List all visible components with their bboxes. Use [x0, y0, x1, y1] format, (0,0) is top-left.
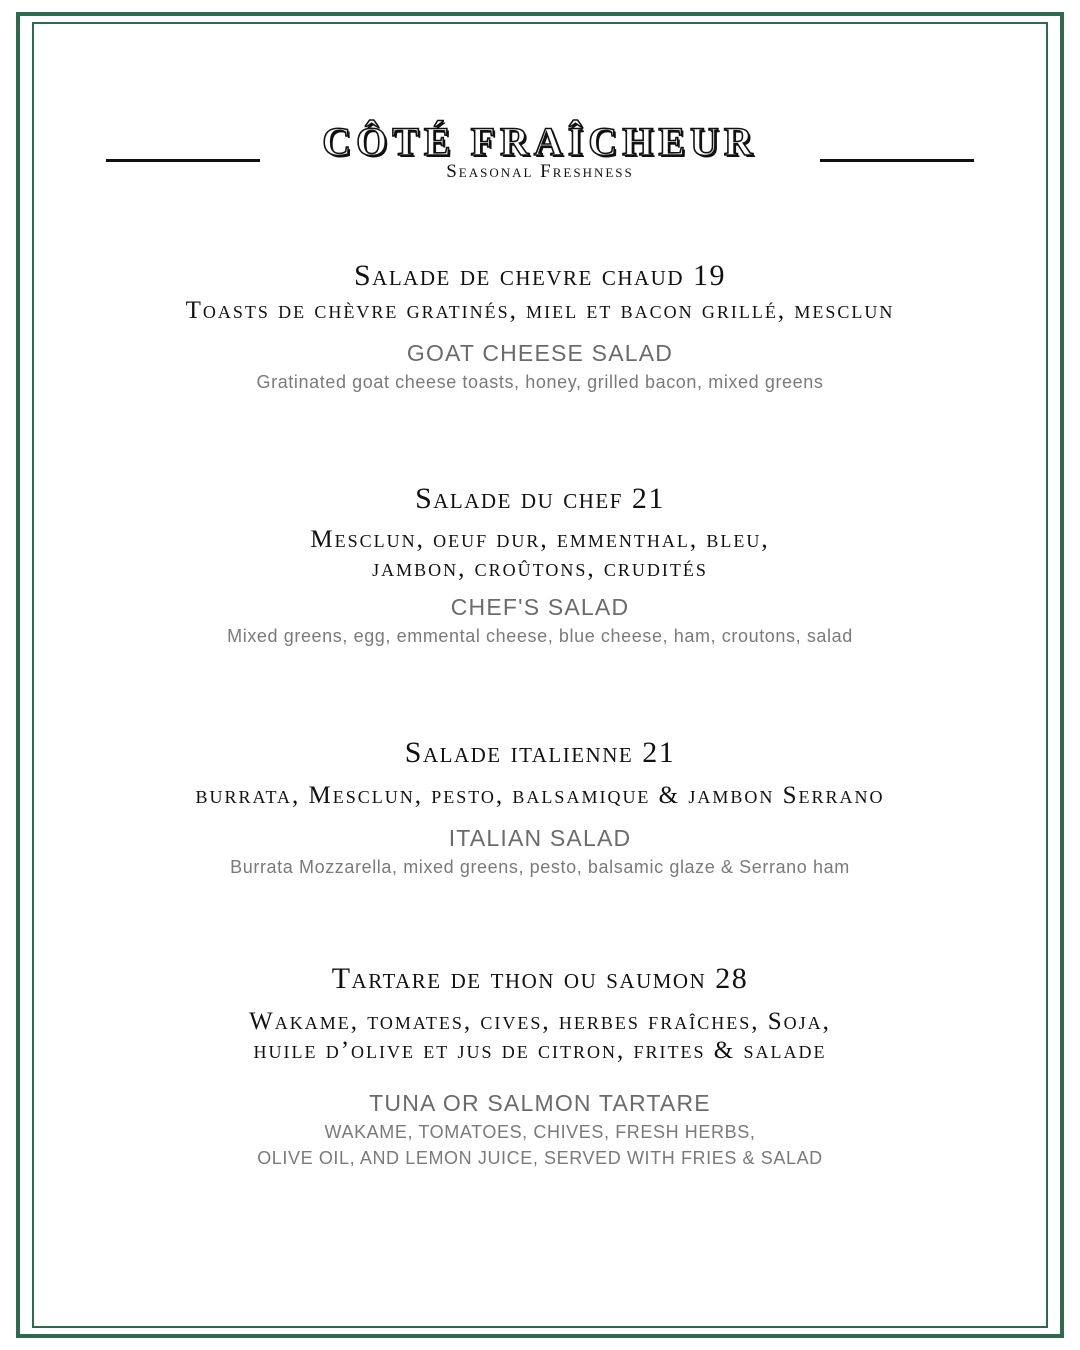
item-french-name: Tartare de thon ou saumon 28: [331, 962, 749, 995]
item-french-description: burrata, Mesclun, pesto, balsamique & jambon Serrano: [195, 782, 885, 809]
menu-item-goat-cheese: [0, 258, 1080, 395]
item-english-name: CHEF'S SALAD: [450, 594, 630, 620]
item-french-name: Salade de chevre chaud 19: [354, 259, 726, 292]
menu-title: CÔTÉ FRAÎCHEUR: [322, 119, 758, 164]
item-english-name: TUNA OR SALMON TARTARE: [369, 1090, 711, 1116]
item-french-description: huile d’olive et jus de citron, frites & salade: [253, 1037, 827, 1064]
item-english-name: ITALIAN SALAD: [448, 825, 632, 851]
item-english-description: Mixed greens, egg, emmental cheese, blue cheese, ham, croutons, salad: [227, 626, 853, 646]
item-french-description: Wakame, tomates, cives, herbes fraîches, Soja,: [249, 1008, 831, 1035]
item-french-description: jambon, croûtons, crudités: [372, 555, 708, 582]
item-french-description: Mesclun, oeuf dur, emmenthal, bleu,: [310, 526, 770, 553]
item-english-description: Gratinated goat cheese toasts, honey, grilled bacon, mixed greens: [256, 372, 824, 392]
item-french-name: Salade italienne 21: [404, 736, 676, 769]
item-english-description: Burrata Mozzarella, mixed greens, pesto, balsamic glaze & Serrano ham: [230, 857, 850, 877]
item-english-description: OLIVE OIL, AND LEMON JUICE, SERVED WITH FRIES & SALAD: [257, 1148, 823, 1168]
item-english-name: GOAT CHEESE SALAD: [406, 340, 674, 366]
menu-subtitle: Seasonal Freshness: [446, 161, 634, 182]
item-french-description: Toasts de chèvre gratinés, miel et bacon grillé, mesclun: [185, 297, 895, 324]
menu-item-tartare: [0, 961, 1080, 1171]
item-english-description: WAKAME, TOMATOES, CHIVES, FRESH HERBS,: [324, 1122, 756, 1142]
menu-header: [0, 118, 1080, 182]
menu-item-italian-salad: [0, 735, 1080, 880]
menu-item-chef-salad: [0, 481, 1080, 649]
item-french-name: Salade du chef 21: [415, 482, 665, 515]
